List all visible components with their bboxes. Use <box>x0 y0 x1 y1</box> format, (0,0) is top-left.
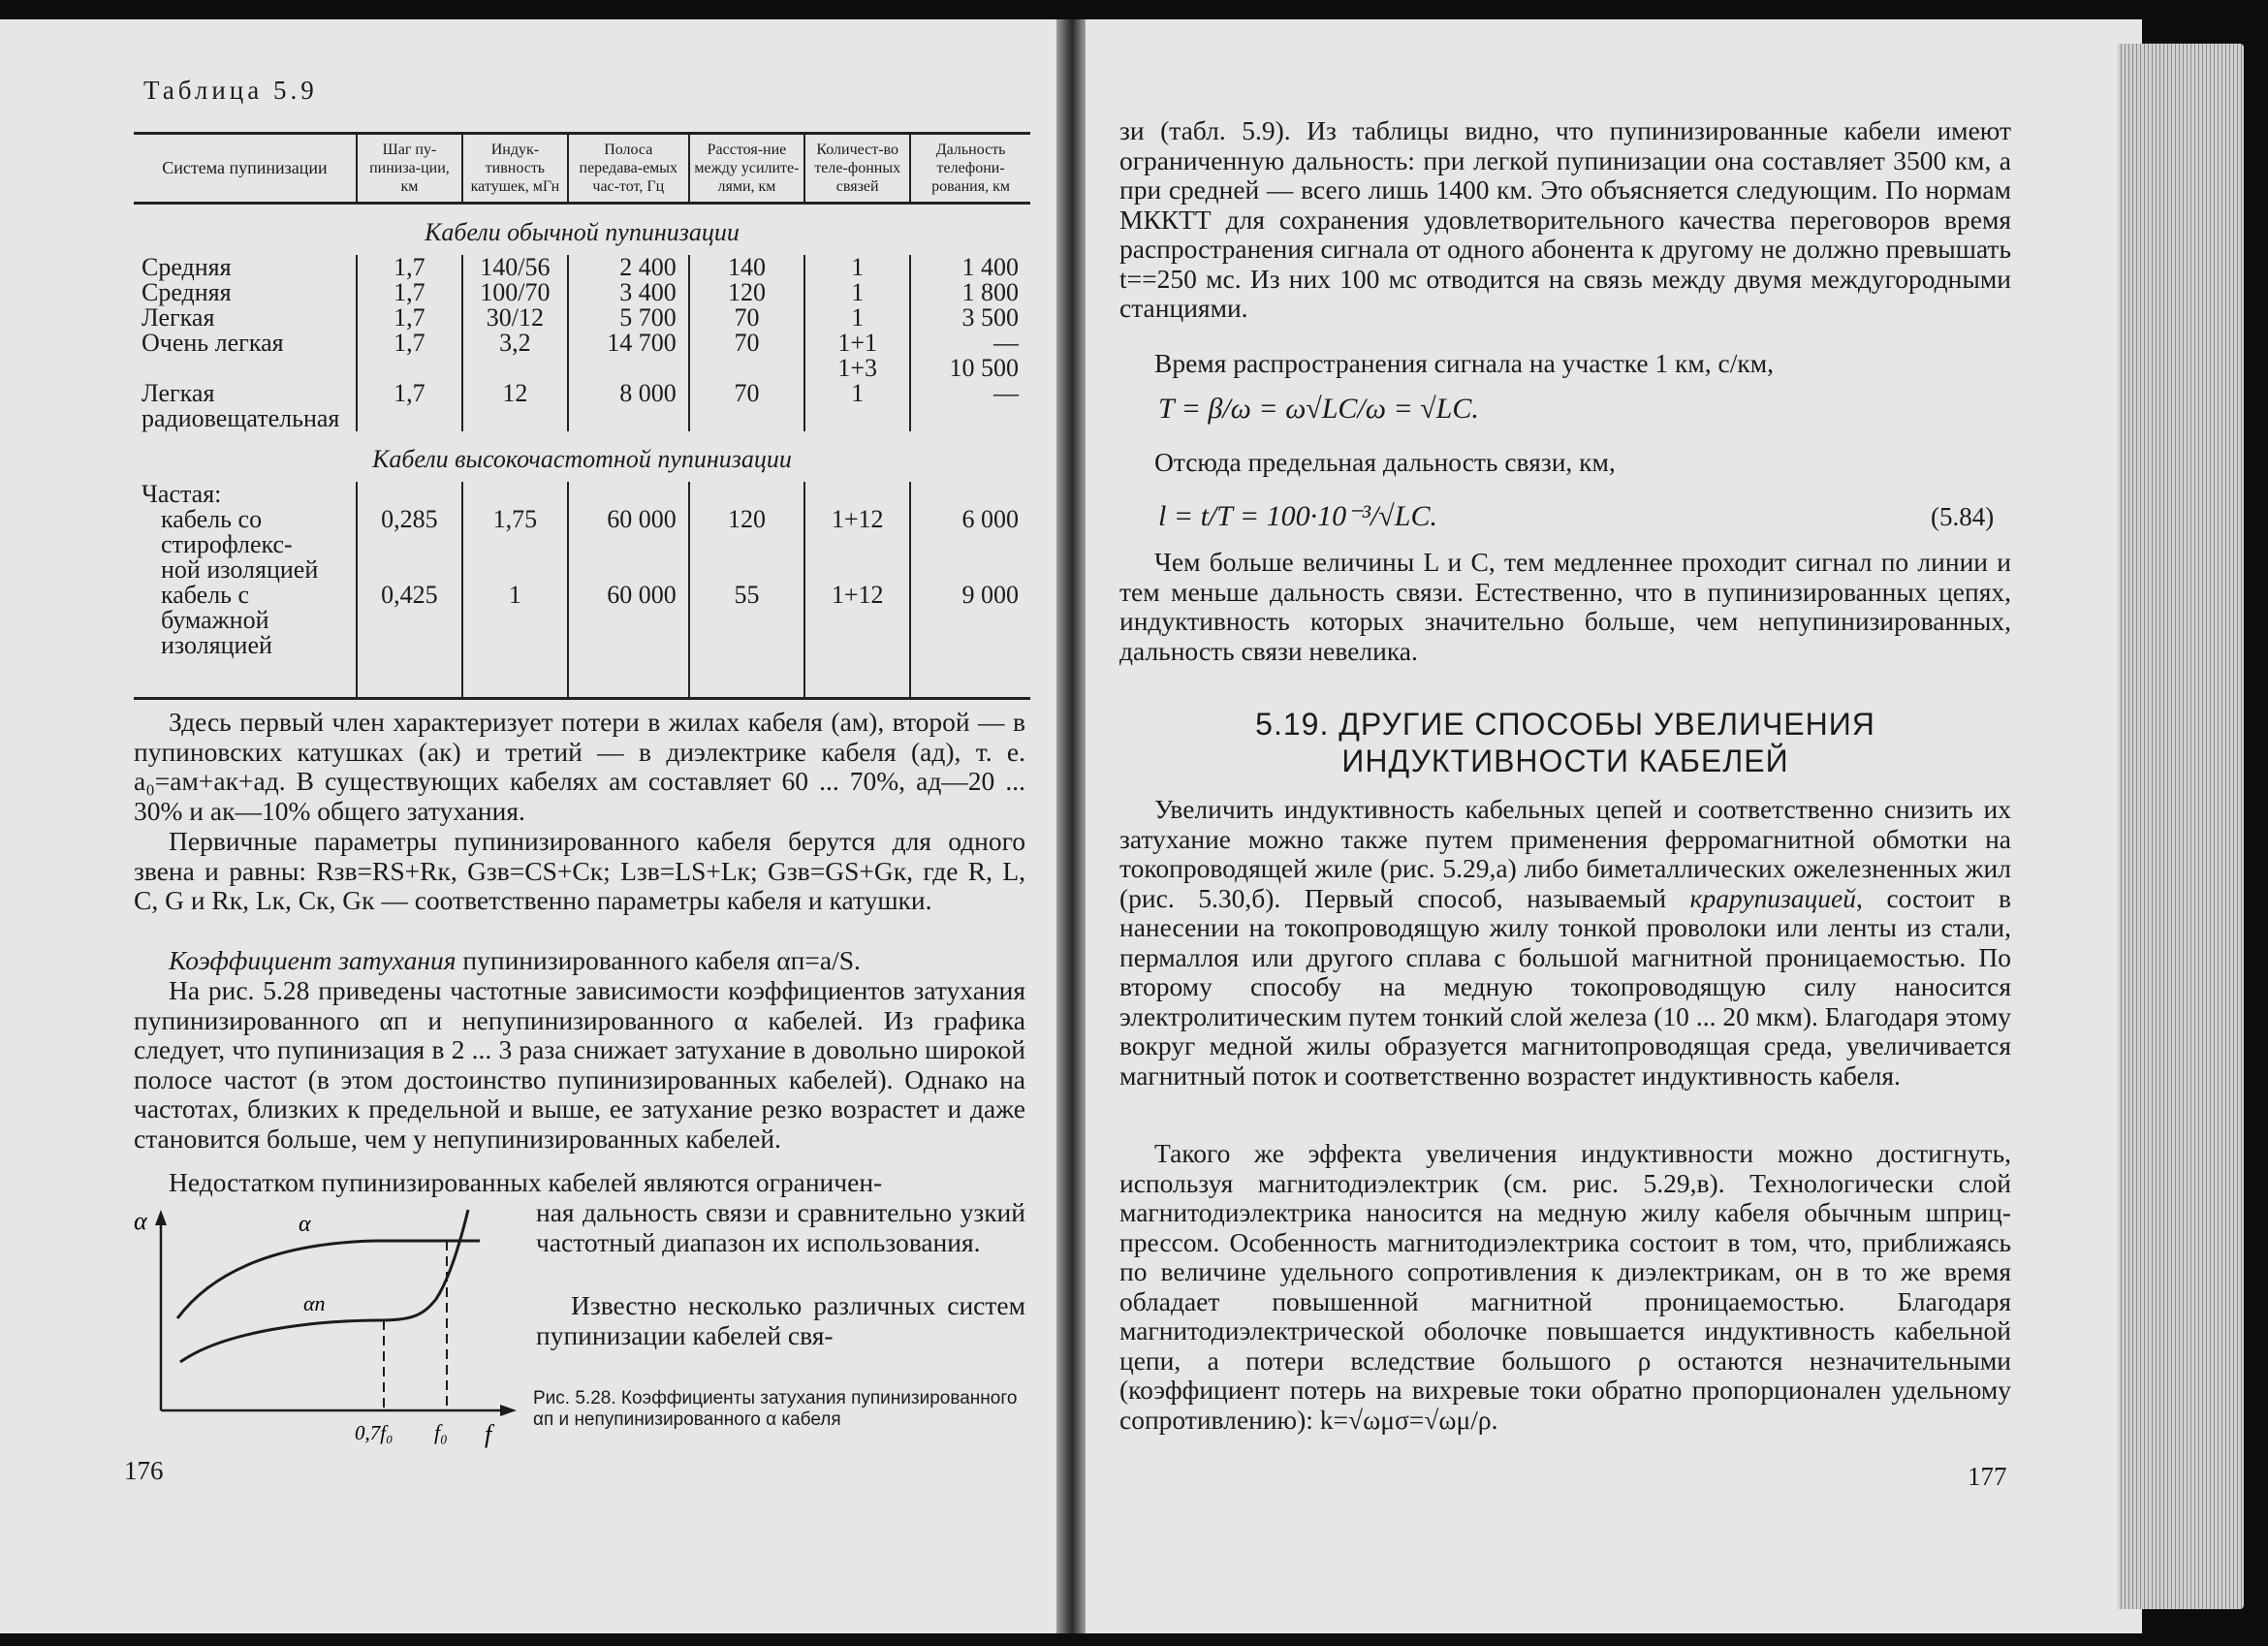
table-cell: кабель с бумажной <box>161 581 269 634</box>
curve-alpha <box>177 1241 480 1318</box>
table-cell: 6 000 <box>910 507 1030 557</box>
table-bottom-row <box>134 658 1030 699</box>
x-axis-arrow <box>500 1405 517 1416</box>
table-cell <box>462 356 568 381</box>
table-body-1 <box>134 204 1030 432</box>
table-cell <box>910 557 1030 583</box>
page-number-left: 176 <box>124 1456 164 1485</box>
paragraph: Отсюда предельная дальность связи, км, <box>1154 447 1616 477</box>
table-cell: — <box>910 331 1030 356</box>
table-cell: 55 <box>689 583 805 633</box>
table-cell: 70 <box>689 381 805 431</box>
table-cell <box>568 557 689 583</box>
table-cell <box>689 658 805 699</box>
table-cell: 1,7 <box>357 305 462 331</box>
table-cell: 70 <box>689 331 805 356</box>
table-cell: Легкая радиовещательная <box>142 379 340 432</box>
table-cell: Средняя <box>142 278 232 306</box>
table-cell: 10 500 <box>910 356 1030 381</box>
table-cell: Средняя <box>142 253 232 281</box>
paragraph-text: пупинизированного кабеля αп=a/S. <box>456 945 861 975</box>
curve-label-alpha-p: αп <box>303 1291 326 1315</box>
heading-line: 5.19. ДРУГИЕ СПОСОБЫ УВЕЛИЧЕНИЯ <box>1255 707 1875 742</box>
table-cell: 1,75 <box>462 507 568 557</box>
table-row <box>134 583 1030 633</box>
table-cell: 9 000 <box>910 583 1030 633</box>
table-cell: 3,2 <box>462 331 568 356</box>
x-axis-label: f <box>485 1420 492 1448</box>
table-cell <box>134 356 357 381</box>
table-cell <box>804 633 910 658</box>
table-cell: 3 400 <box>568 280 689 305</box>
paragraph: зи (табл. 5.9). Из таблицы видно, что пупинизированные кабели имеют ограниченную дальность: при легкой пупинизации она составляет 3500 км, а при средней — всего лишь 1400 км. Это объясняется следующим. По нормам МККТТ для сохранения удовлетворительного качества переговоров время распространения сигнала от одного абонента к другому не должно превышать t==250 мс. Из них 100 мс отводится на связь между двумя междугородными станциями. <box>1119 115 2011 323</box>
table-cell <box>568 633 689 658</box>
table-caption: Таблица 5.9 <box>143 76 318 105</box>
heading-line: ИНДУКТИВНОСТИ КАБЕЛЕЙ <box>1341 744 1789 778</box>
table-cell <box>462 633 568 658</box>
table-cell: 1 <box>462 583 568 633</box>
table-cell: 1+3 <box>804 356 910 381</box>
table-header: Индук-тивность катушек, мГн <box>462 134 568 204</box>
table-cell <box>804 557 910 583</box>
table-cell <box>462 658 568 699</box>
pupinization-table <box>134 132 1030 700</box>
paragraph: Чем больше величины L и C, тем медленнее проходит сигнал по линии и тем меньше дальность связи. Естественно, что в пупинизированных цепях, индуктивность которых значительно больше, чем непупинизированных, дальность связи невелика. <box>1119 547 2011 666</box>
table-cell: 14 700 <box>568 331 689 356</box>
paragraph-text: , состоит в нанесении на токопроводящую жилу тонкой проволоки или ленты из стали, пермаллоя или другого сплава с большой магнитной проницаемостью. По второму способу на медную токопроводящую силу наносится электролитическим путем тонкий слой железа (10 ... 20 мкм). Благодаря этому вокруг медной жилы образуется магнитопроводящая среда, увеличивается магнитный поток и соответственно возрастет индуктивность кабеля. <box>1119 882 2011 1091</box>
table-cell: изоляцией <box>161 631 272 659</box>
x-tick-label: 0,7f₀ <box>355 1421 394 1444</box>
paragraph: Известно несколько различных систем пупинизации кабелей свя- <box>536 1290 1025 1350</box>
table-cell: 100/70 <box>462 280 568 305</box>
table-cell: 1 800 <box>910 280 1030 305</box>
table-cell: 1+12 <box>804 583 910 633</box>
table-cell: 0,425 <box>357 583 462 633</box>
table-cell: ной изоляцией <box>161 555 319 584</box>
table-cell: Легкая <box>142 303 215 332</box>
table-cell <box>357 658 462 699</box>
page-edges <box>2118 44 2244 1609</box>
table-cell: Очень легкая <box>142 329 284 357</box>
table-row <box>134 381 1030 431</box>
table-cell <box>689 557 805 583</box>
formula-max-distance: l = t/T = 100·10⁻³/√LC. <box>1158 500 1437 532</box>
table-row <box>134 356 1030 381</box>
table-cell: 1 <box>804 381 910 431</box>
table-cell: 140/56 <box>462 255 568 280</box>
table-cell: 1+12 <box>804 507 910 557</box>
table-row <box>134 331 1030 356</box>
y-axis-label: α <box>134 1207 147 1235</box>
figure-caption: Рис. 5.28. Коэффициенты затухания пупинизированного αп и непупинизированного α кабеля <box>533 1388 1018 1430</box>
curve-alpha-p <box>180 1210 468 1362</box>
paragraph: Такого же эффекта увеличения индуктивности можно достигнуть, используя магнитодиэлектрик (см. рис. 5.29,в). Технологически слой магнитодиэлектрика наносится на медную жилу кабеля обычным шприц-прессом. Особенность магнитодиэлектрика состоит в том, что, приближаясь по величине удельного сопротивления к диэлектрикам, он в то же время обладает повышенной магнитной проницаемостью. Благодаря магнитодиэлектрической оболочке повышается индуктивность кабельной цепи, а потери вследствие большого ρ остаются незначительными (коэффициент потерь на вихревые токи обратно пропорционален удельному сопротивлению): k=√ωμσ=√ωμ/ρ. <box>1119 1138 2011 1435</box>
table-cell <box>568 658 689 699</box>
table-cell: 1,7 <box>357 331 462 356</box>
table-cell: 140 <box>689 255 805 280</box>
table-cell: 5 700 <box>568 305 689 331</box>
table-cell <box>910 658 1030 699</box>
table-cell: — <box>910 381 1030 431</box>
table-row <box>134 557 1030 583</box>
table-cell: кабель со стирофлекс- <box>161 505 293 558</box>
page-number-right: 177 <box>1968 1462 2007 1491</box>
table-header-row <box>134 134 1030 204</box>
x-tick-label: f₀ <box>434 1420 448 1444</box>
table-cell: 3 500 <box>910 305 1030 331</box>
table-cell <box>910 633 1030 658</box>
paragraph-line: Недостатком пупинизированных кабелей являются ограничен- <box>169 1167 883 1197</box>
table-cell <box>568 356 689 381</box>
paragraph <box>1119 795 2011 1091</box>
italic-term: крарупизацией <box>1689 882 1857 913</box>
equation-number: (5.84) <box>1931 502 1995 531</box>
curve-label-alpha: α <box>299 1212 311 1237</box>
table-header: Полоса передава-емых час-тот, Гц <box>568 134 689 204</box>
table-cell: 120 <box>689 280 805 305</box>
table-cell: 0,285 <box>357 507 462 557</box>
table-header: Дальность телефони-рования, км <box>910 134 1030 204</box>
attenuation-figure <box>134 1202 521 1449</box>
table-cell: 1,7 <box>357 381 462 431</box>
table-row <box>134 255 1030 280</box>
table-cell: 1 <box>804 255 910 280</box>
table-cell: 1 <box>804 305 910 331</box>
table-header: Расстоя-ние между усилите-лями, км <box>689 134 805 204</box>
paragraph <box>134 946 1025 976</box>
table-cell: 30/12 <box>462 305 568 331</box>
table-cell: 1 <box>804 280 910 305</box>
table-cell: 8 000 <box>568 381 689 431</box>
table-body-2 <box>134 431 1030 699</box>
table-cell <box>689 356 805 381</box>
section-heading <box>1119 706 2011 779</box>
table-header: Количест-во теле-фонных связей <box>804 134 910 204</box>
table-header: Шаг пу-пиниза-ции, км <box>357 134 462 204</box>
paragraph: Первичные параметры пупинизированного кабеля берутся для одного звена и равны: Rзв=RS+Rк, Gзв=CS+Cк; Lзв=LS+Lк; Gзв=GS+Gк, где R, L, C, G и Rк, Lк, Cк, Gк — соответственно параметры кабеля и катушки. <box>134 826 1025 915</box>
table-cell: 1,7 <box>357 280 462 305</box>
table-cell <box>804 658 910 699</box>
italic-term: Коэффициент затухания <box>169 945 457 975</box>
table-cell: 2 400 <box>568 255 689 280</box>
table-cell <box>689 633 805 658</box>
table-cell: 1+1 <box>804 331 910 356</box>
table-cell: 120 <box>689 507 805 557</box>
table-row <box>134 633 1030 658</box>
paragraph: Время распространения сигнала на участке 1 км, с/км, <box>1154 348 1775 378</box>
table-section-title: Кабели высокочастотной пупинизации <box>372 445 792 473</box>
table-cell: 12 <box>462 381 568 431</box>
table-cell: 60 000 <box>568 507 689 557</box>
y-axis-arrow <box>155 1210 167 1225</box>
paragraph-text: Увеличить индуктивность кабельных цепей и соответственно снизить их затухание можно также путем применения ферромагнитной обмотки на токопроводящей жиле (рис. 5.29,а) либо биметаллических ожелезненных жил (рис. 5.30,б). Первый способ, называемый <box>1119 794 2011 913</box>
table-row <box>134 305 1030 331</box>
table-cell: 1,7 <box>357 255 462 280</box>
table-cell <box>357 633 462 658</box>
paragraph: ная дальность связи и сравнительно узкий частотный диапазон их использования. <box>536 1197 1025 1257</box>
paragraph: Здесь первый член характеризует потери в жилах кабеля (aм), второй — в пупиновских катушках (aк) и третий — в диэлектрике кабеля (aд), т. е. a₀=aм+aк+aд. В существующих кабелях aм составляет 60 ... 70%, aд—20 ... 30% и aк—10% общего затухания. <box>134 707 1025 826</box>
table-cell <box>462 557 568 583</box>
table-header: Система пупинизации <box>134 134 357 204</box>
table-row <box>134 280 1030 305</box>
table-row <box>134 507 1030 557</box>
table-cell <box>357 356 462 381</box>
table-section-title: Кабели обычной пупинизации <box>425 218 740 246</box>
table-cell <box>357 557 462 583</box>
book-gutter <box>1056 19 1086 1633</box>
formula-propagation-time: T = β/ω = ω√LC/ω = √LC. <box>1158 393 1479 425</box>
table-cell: 70 <box>689 305 805 331</box>
table-cell <box>134 658 357 699</box>
table-cell: 1 400 <box>910 255 1030 280</box>
table-group-label: Частая: <box>142 480 222 508</box>
table-cell: 60 000 <box>568 583 689 633</box>
paragraph: На рис. 5.28 приведены частотные зависимости коэффициентов затухания пупинизированного αп и непупинизированного α кабелей. Из графика следует, что пупинизация в 2 ... 3 раза снижает затухание в довольно широкой полосе частот (в этом достоинство пупинизированных кабелей). Однако на частотах, близких к предельной и выше, ее затухание резко возрастет и даже становится больше, чем у непупинизированных кабелей. <box>134 975 1025 1154</box>
